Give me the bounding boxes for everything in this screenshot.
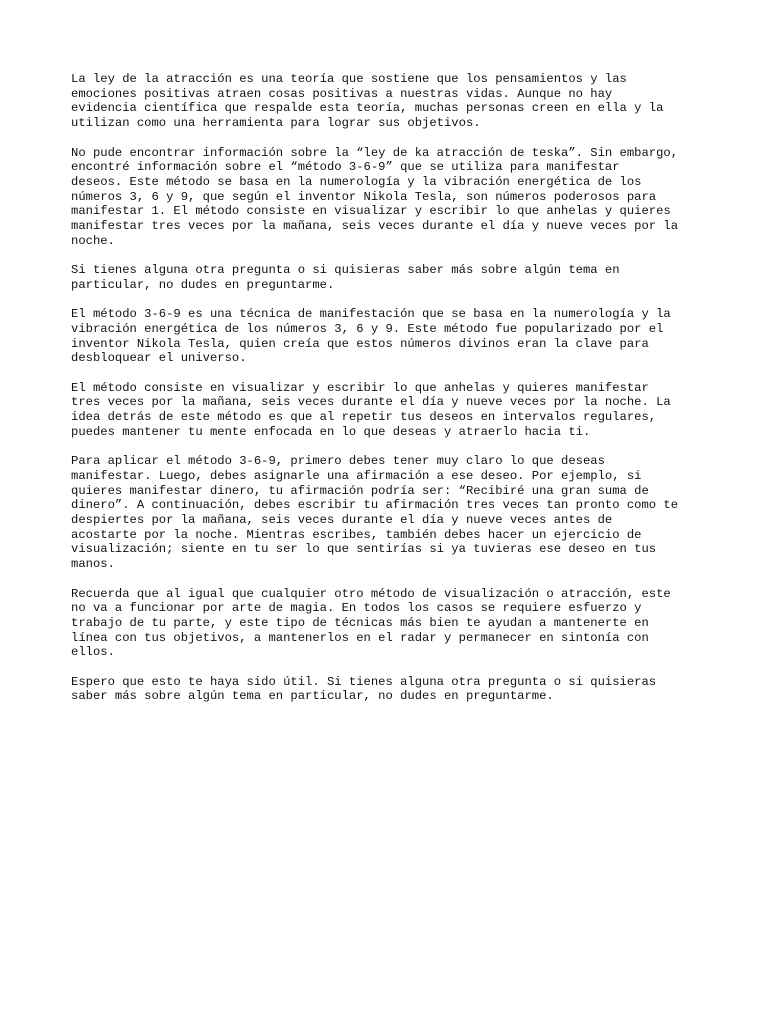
paragraph-2: No pude encontrar información sobre la “ley de ka atracción de teska”. Sin embargo, encontré información sobre el “método 3-6-9” que se utiliza para manifestar deseos. Este método se basa en la numerología y la vibración energética de los números 3, 6 y 9, que según el inventor Nikola Tesla, son números poderosos para manifestar 1. El método consiste en visualizar y escribir lo que anhelas y quieres manifestar tres veces por la mañana, seis veces durante el día y nueve veces por la noche.	[71, 145, 679, 248]
paragraph-7: Recuerda que al igual que cualquier otro método de visualización o atracción, este no va a funcionar por arte de magia. En todos los casos se requiere esfuerzo y trabajo de tu parte, y este tipo de técnicas más bien te ayudan a mantenerte en línea con tus objetivos, a mantenerlos en el radar y permanecer en sintonía con ellos.	[71, 586, 671, 660]
document-page	[71, 72, 711, 719]
paragraph-8: Espero que esto te haya sido útil. Si tienes alguna otra pregunta o si quisieras saber más sobre algún tema en particular, no dudes en preguntarme.	[71, 674, 657, 704]
paragraph-5: El método consiste en visualizar y escribir lo que anhelas y quieres manifestar tres veces por la mañana, seis veces durante el día y nueve veces por la noche. La idea detrás de este método es que al repetir tus deseos en intervalos regulares, puedes mantener tu mente enfocada en lo que deseas y atraerlo hacia ti.	[71, 380, 671, 439]
paragraph-4: El método 3-6-9 es una técnica de manifestación que se basa en la numerología y la vibración energética de los números 3, 6 y 9. Este método fue popularizado por el inventor Nikola Tesla, quien creía que estos números divinos eran la clave para desbloquear el universo.	[71, 307, 671, 366]
paragraph-3: Si tienes alguna otra pregunta o si quisieras saber más sobre algún tema en particular, no dudes en preguntarme.	[71, 263, 620, 292]
paragraph-1: La ley de la atracción es una teoría que sostiene que los pensamientos y las emociones positivas atraen cosas positivas a nuestras vidas. Aunque no hay evidencia científica que respalde esta teoría, muchas personas creen en ella y la utilizan como una herramienta para lograr sus objetivos.	[71, 72, 664, 131]
paragraph-6: Para aplicar el método 3-6-9, primero debes tener muy claro lo que deseas manifestar. Luego, debes asignarle una afirmación a ese deseo. Por ejemplo, si quieres manifestar dinero, tu afirmación podría ser: “Recibiré una gran suma de dinero”. A continuación, debes escribir tu afirmación tres veces tan pronto como te despiertes por la mañana, seis veces durante el día y nueve veces antes de acostarte por la noche. Mientras escribes, también debes hacer un ejercicio de visualización; siente en tu ser lo que sentirías si ya tuvieras ese deseo en tus manos.	[71, 454, 679, 572]
